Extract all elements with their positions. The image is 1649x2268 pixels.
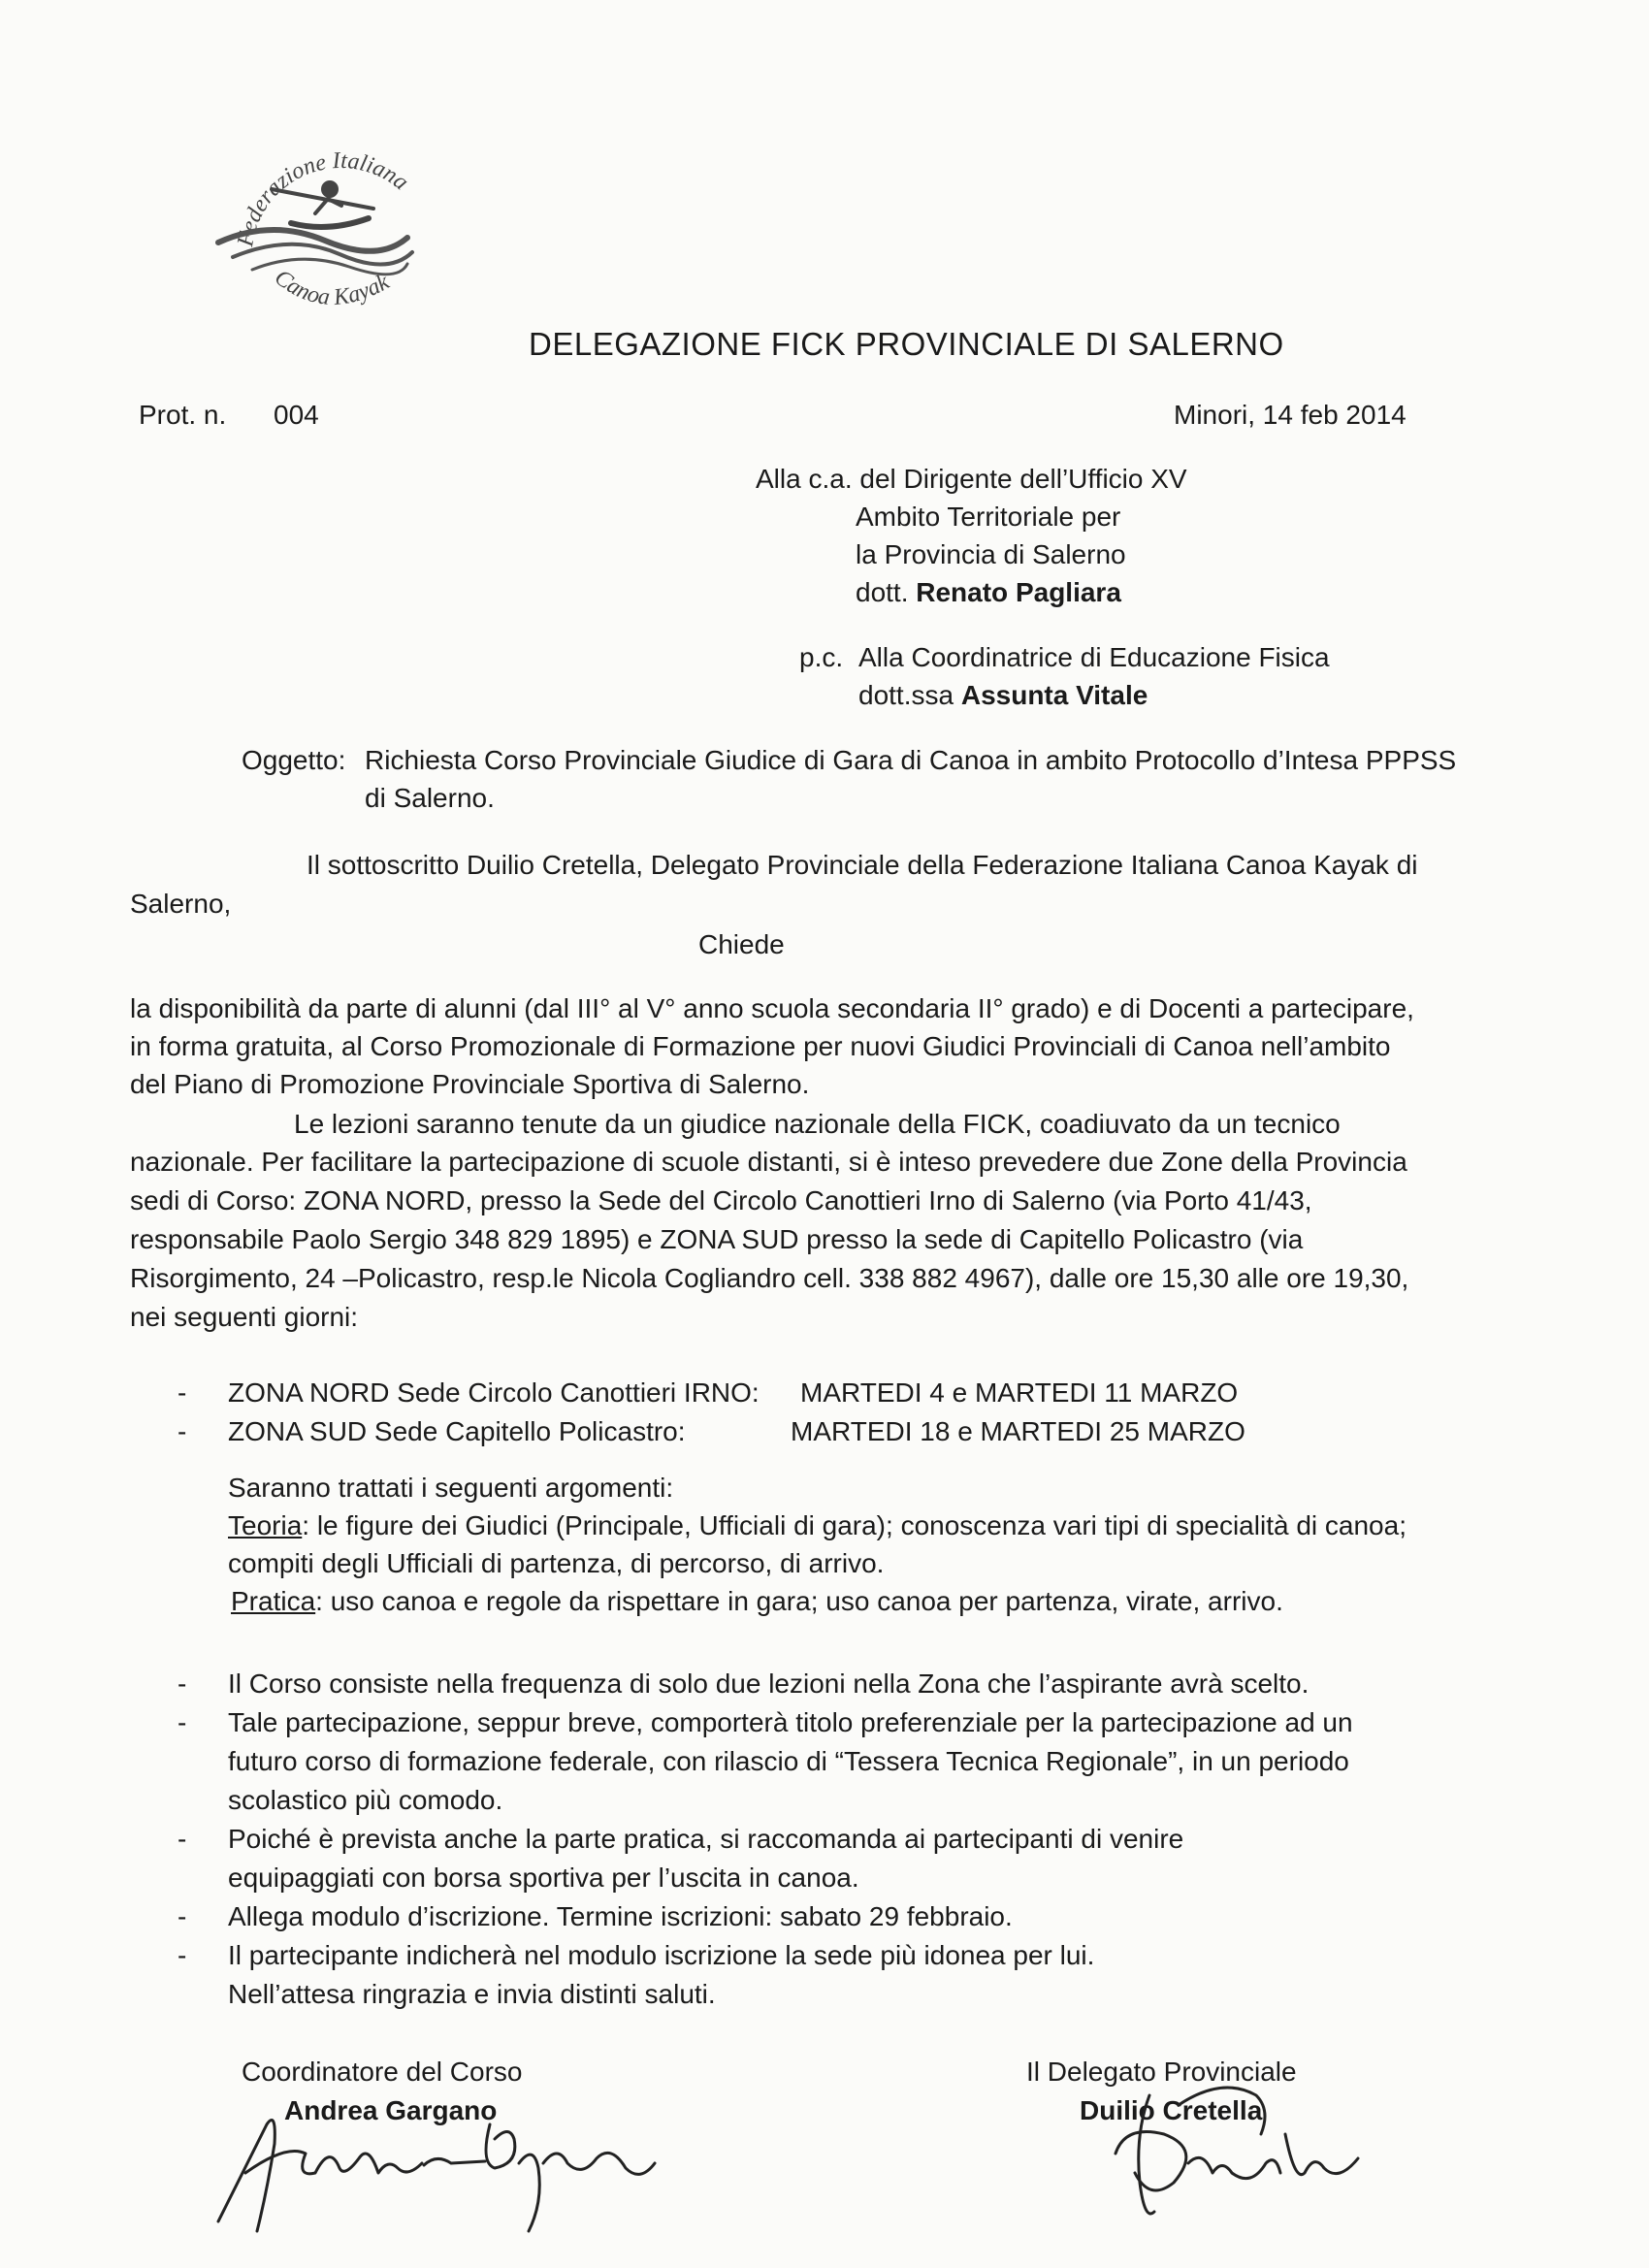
subject-line: di Salerno. xyxy=(365,783,495,813)
logo-arc-bottom-text: Canoa Kayak xyxy=(269,265,394,311)
cc-title: dott.ssa xyxy=(858,680,954,710)
list-item: Tale partecipazione, seppur breve, comporterà titolo preferenziale per la partecipazione ad un xyxy=(228,1707,1353,1737)
list-item-cont: futuro corso di formazione federale, con rilascio di “Tessera Tecnica Regionale”, in un periodo xyxy=(228,1746,1349,1776)
teoria-label: Teoria xyxy=(228,1510,303,1540)
body-line: Risorgimento, 24 –Policastro, resp.le Nicola Cogliandro cell. 338 882 4967), dalle ore 15,30 alle ore 19,30, xyxy=(130,1263,1409,1293)
signature-name: Duilio Cretella xyxy=(1080,2095,1263,2125)
recipient-line: la Provincia di Salerno xyxy=(856,539,1126,569)
cc-name: Assunta Vitale xyxy=(960,680,1148,710)
list-item-cont: Nell’attesa ringrazia e invia distinti saluti. xyxy=(228,1979,716,2009)
recipient-line: Alla c.a. del Dirigente dell’Ufficio XV xyxy=(756,464,1187,494)
body-line: nazionale. Per facilitare la partecipazione di scuole distanti, si è inteso prevedere due Zone della Provincia xyxy=(130,1147,1407,1177)
list-bullet: - xyxy=(178,1377,187,1408)
teoria-text: : le figure dei Giudici (Principale, Ufficiali di gara); conoscenza vari tipi di specialità di canoa; xyxy=(302,1510,1406,1540)
list-item: Allega modulo d’iscrizione. Termine iscrizioni: sabato 29 febbraio. xyxy=(228,1901,1013,1931)
intro-line: Salerno, xyxy=(130,889,232,919)
cc-prefix: p.c. xyxy=(799,642,844,672)
recipient-title: dott. xyxy=(856,577,909,607)
place-date: Minori, 14 feb 2014 xyxy=(1174,400,1406,430)
signature-name: Andrea Gargano xyxy=(284,2095,498,2125)
list-item-cont: scolastico più comodo. xyxy=(228,1785,503,1815)
list-item-cont: equipaggiati con borsa sportiva per l’uscita in canoa. xyxy=(228,1863,859,1893)
cc-line xyxy=(858,680,1148,711)
protocol-label: Prot. n. xyxy=(139,400,227,430)
list-item: Poiché è prevista anche la parte pratica, si raccomanda ai partecipanti di venire xyxy=(228,1824,1184,1854)
list-bullet: - xyxy=(178,1416,187,1446)
list-bullet: - xyxy=(178,1901,187,1931)
logo-arc-top-text: Federazione Italiana xyxy=(233,147,413,249)
body-line: la disponibilità da parte di alunni (dal III° al V° anno scuola secondaria II° grado) e di Docenti a partecipare, xyxy=(130,993,1414,1023)
body-line: responsabile Paolo Sergio 348 829 1895) e ZONA SUD presso la sede di Capitello Policastro (via xyxy=(130,1224,1304,1254)
body-line: in forma gratuita, al Corso Promozionale di Formazione per nuovi Giudici Provinciali di Canoa nell’ambito xyxy=(130,1031,1391,1061)
signature-role: Coordinatore del Corso xyxy=(242,2057,523,2087)
zone-place: ZONA NORD Sede Circolo Canottieri IRNO: xyxy=(228,1377,760,1408)
list-item: Il Corso consiste nella frequenza di solo due lezioni nella Zona che l’aspirante avrà scelto. xyxy=(228,1669,1310,1699)
pratica-label: Pratica xyxy=(231,1586,316,1616)
zone-dates: MARTEDI 4 e MARTEDI 11 MARZO xyxy=(800,1377,1239,1408)
cc-line: Alla Coordinatrice di Educazione Fisica xyxy=(858,642,1330,672)
list-item: Il partecipante indicherà nel modulo iscrizione la sede più idonea per lui. xyxy=(228,1940,1095,1970)
list-bullet: - xyxy=(178,1940,187,1970)
teoria-line: compiti degli Ufficiali di partenza, di percorso, di arrivo. xyxy=(228,1548,885,1578)
subject-label: Oggetto: xyxy=(242,745,346,775)
zone-dates: MARTEDI 18 e MARTEDI 25 MARZO xyxy=(791,1416,1245,1446)
body-line: del Piano di Promozione Provinciale Sportiva di Salerno. xyxy=(130,1069,810,1099)
signature-role: Il Delegato Provinciale xyxy=(1026,2057,1297,2087)
subject-line: Richiesta Corso Provinciale Giudice di Gara di Canoa in ambito Protocollo d’Intesa PPPSS xyxy=(365,745,1457,775)
handwritten-signature-left xyxy=(199,2086,684,2241)
teoria-line xyxy=(228,1510,1406,1541)
logo-emblem xyxy=(213,136,466,340)
recipient-line xyxy=(856,577,1121,608)
body-line: nei seguenti giorni: xyxy=(130,1302,359,1332)
list-bullet: - xyxy=(178,1824,187,1854)
list-bullet: - xyxy=(178,1707,187,1737)
chiede-heading: Chiede xyxy=(698,929,785,959)
topics-intro: Saranno trattati i seguenti argomenti: xyxy=(228,1473,674,1503)
intro-line: Il sottoscritto Duilio Cretella, Delegato Provinciale della Federazione Italiana Canoa Kayak di xyxy=(307,850,1418,880)
pratica-text: : uso canoa e regole da rispettare in gara; uso canoa per partenza, virate, arrivo. xyxy=(315,1586,1283,1616)
zone-place: ZONA SUD Sede Capitello Policastro: xyxy=(228,1416,686,1446)
svg-text:Canoa Kayak xyxy=(270,265,394,310)
page-title: DELEGAZIONE FICK PROVINCIALE DI SALERNO xyxy=(529,326,1284,362)
protocol-number: 004 xyxy=(274,400,319,430)
pratica-line xyxy=(231,1586,1283,1617)
fick-logo xyxy=(213,136,466,340)
list-bullet: - xyxy=(178,1669,187,1699)
recipient-line: Ambito Territoriale per xyxy=(856,502,1121,532)
handwritten-signature-right xyxy=(1096,2066,1406,2231)
body-line: sedi di Corso: ZONA NORD, presso la Sede del Circolo Canottieri Irno di Salerno (via Porto 41/43, xyxy=(130,1185,1312,1215)
recipient-name: Renato Pagliara xyxy=(916,577,1121,607)
body-line: Le lezioni saranno tenute da un giudice nazionale della FICK, coadiuvato da un tecnico xyxy=(294,1109,1341,1139)
